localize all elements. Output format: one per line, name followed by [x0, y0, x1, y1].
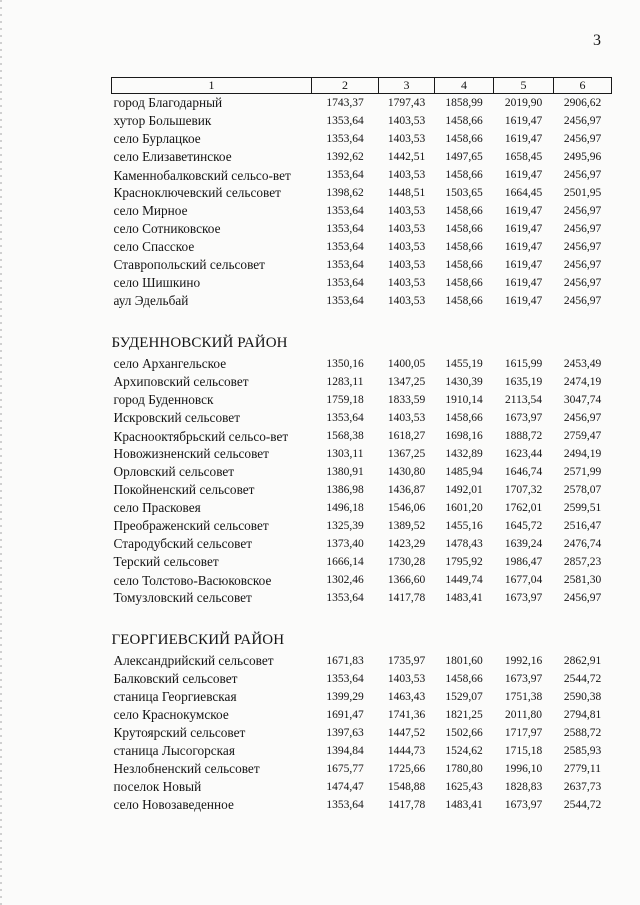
value-col-6: 2581,30	[563, 574, 602, 586]
value-col-6: 2456,97	[563, 205, 602, 217]
value-col-6: 2544,72	[563, 673, 602, 685]
value-col-2: 1303,11	[326, 448, 364, 460]
value-col-3: 1367,25	[387, 448, 426, 460]
value-col-2: 1353,64	[326, 205, 364, 217]
settlement-name: Краснооктябрьский сельсо-вет	[113, 429, 289, 444]
value-col-6: 2501,95	[563, 187, 602, 199]
settlement-name: Балковский сельсовет	[113, 671, 238, 686]
value-col-5: 1619,47	[504, 259, 543, 271]
value-col-4: 1795,92	[445, 556, 483, 568]
table-body	[112, 94, 612, 815]
value-col-3: 1548,88	[387, 781, 426, 793]
value-col-4: 1524,62	[445, 745, 483, 757]
value-col-3: 1403,53	[387, 169, 426, 181]
column-number-2: 2	[312, 78, 379, 94]
value-col-6: 2456,97	[563, 133, 602, 145]
table-row	[112, 589, 612, 607]
value-col-5: 1639,24	[504, 538, 543, 550]
value-col-3: 1400,05	[387, 358, 426, 370]
value-col-5: 1986,47	[504, 556, 543, 568]
settlement-name: село Шишкино	[113, 275, 201, 290]
value-col-5: 2019,90	[504, 97, 543, 109]
table-row	[112, 274, 612, 292]
value-col-5: 1677,04	[504, 574, 543, 586]
table-row	[112, 553, 612, 571]
settlement-name: Александрийский сельсовет	[113, 653, 274, 668]
value-col-3: 1403,53	[387, 295, 426, 307]
value-col-6: 2794,81	[563, 709, 602, 721]
value-col-6: 2857,23	[563, 556, 602, 568]
value-col-5: 1645,72	[504, 520, 543, 532]
value-col-3: 1797,43	[387, 97, 426, 109]
table-row	[112, 571, 612, 589]
settlement-name: Красноключевский сельсовет	[113, 185, 281, 200]
value-col-3: 1741,36	[387, 709, 426, 721]
settlement-name: Преображенский сельсовет	[113, 518, 269, 533]
value-col-2: 1353,64	[326, 169, 364, 181]
value-col-3: 1389,52	[387, 520, 426, 532]
value-col-2: 1353,64	[326, 295, 364, 307]
value-col-3: 1442,51	[387, 151, 426, 163]
value-col-6: 2456,97	[563, 295, 602, 307]
settlement-name: Архиповский сельсовет	[113, 374, 249, 389]
table-row	[112, 760, 612, 778]
value-col-2: 1666,14	[326, 556, 364, 568]
value-col-6: 2906,62	[563, 97, 602, 109]
value-col-4: 1497,65	[445, 151, 483, 163]
value-col-2: 1353,64	[326, 241, 364, 253]
value-col-5: 1673,97	[504, 592, 543, 604]
value-col-4: 1503,65	[445, 187, 483, 199]
value-col-5: 1762,01	[504, 502, 543, 514]
value-col-6: 2571,99	[563, 466, 602, 478]
value-col-6: 3047,74	[563, 394, 602, 406]
table-row	[112, 202, 612, 220]
value-col-3: 1546,06	[387, 502, 426, 514]
table-row	[112, 724, 612, 742]
value-col-4: 1458,66	[445, 133, 483, 145]
value-col-3: 1347,25	[387, 376, 426, 388]
value-col-3: 1403,53	[387, 205, 426, 217]
table-row	[112, 742, 612, 760]
table-row	[112, 166, 612, 184]
settlement-name: Новожизненский сельсовет	[113, 446, 269, 461]
value-col-4: 1492,01	[445, 484, 483, 496]
value-col-4: 1502,66	[445, 727, 483, 739]
value-col-2: 1392,62	[326, 151, 364, 163]
table-row	[112, 652, 612, 670]
value-col-4: 1601,20	[445, 502, 483, 514]
value-col-4: 1458,66	[445, 673, 483, 685]
table-row	[112, 256, 612, 274]
value-col-4: 1458,66	[445, 205, 483, 217]
value-col-3: 1403,53	[387, 115, 426, 127]
value-col-2: 1671,83	[326, 655, 364, 667]
table-row	[112, 112, 612, 130]
value-col-2: 1394,84	[326, 745, 364, 757]
value-col-4: 1455,19	[445, 358, 483, 370]
value-col-6: 2759,47	[563, 430, 602, 442]
table-row	[112, 796, 612, 814]
value-col-5: 1619,47	[504, 295, 543, 307]
value-col-3: 1735,97	[387, 655, 426, 667]
settlement-name: станица Георгиевская	[113, 689, 237, 704]
value-col-2: 1496,18	[326, 502, 364, 514]
column-number-6: 6	[554, 78, 612, 94]
section-header-row	[112, 310, 612, 355]
value-col-5: 1717,97	[504, 727, 543, 739]
value-col-6: 2456,97	[563, 412, 602, 424]
settlement-name: село Мирное	[113, 203, 188, 218]
column-number-5: 5	[494, 78, 554, 94]
value-col-4: 1821,25	[445, 709, 483, 721]
value-col-6: 2456,97	[563, 259, 602, 271]
value-col-6: 2862,91	[563, 655, 602, 667]
value-col-2: 1325,39	[326, 520, 364, 532]
value-col-3: 1403,53	[387, 241, 426, 253]
settlement-name: Крутоярский сельсовет	[113, 725, 246, 740]
value-col-5: 1646,74	[504, 466, 543, 478]
settlement-name: город Благодарный	[113, 95, 223, 110]
value-col-4: 1485,94	[445, 466, 483, 478]
value-col-5: 1619,47	[504, 223, 543, 235]
table-row	[112, 94, 612, 113]
value-col-2: 1399,29	[326, 691, 364, 703]
value-col-5: 1673,97	[504, 673, 543, 685]
value-col-5: 1888,72	[504, 430, 543, 442]
value-col-2: 1353,64	[326, 115, 364, 127]
value-col-5: 1992,16	[504, 655, 543, 667]
value-col-4: 1625,43	[445, 781, 483, 793]
table-row	[112, 517, 612, 535]
value-col-3: 1403,53	[387, 223, 426, 235]
settlement-name: Орловский сельсовет	[113, 464, 235, 479]
value-col-2: 1353,64	[326, 412, 364, 424]
scan-margin-mark	[0, 0, 2, 905]
value-col-5: 1828,83	[504, 781, 543, 793]
value-col-2: 1373,40	[326, 538, 364, 550]
value-col-3: 1725,66	[387, 763, 426, 775]
value-col-2: 1474,47	[326, 781, 364, 793]
value-col-6: 2585,93	[563, 745, 602, 757]
value-col-4: 1698,16	[445, 430, 483, 442]
value-col-4: 1478,43	[445, 538, 483, 550]
value-col-3: 1403,53	[387, 277, 426, 289]
value-col-3: 1618,27	[387, 430, 426, 442]
value-col-6: 2453,49	[563, 358, 602, 370]
value-col-4: 1449,74	[445, 574, 483, 586]
value-col-3: 1444,73	[387, 745, 426, 757]
table-row	[112, 373, 612, 391]
table-row	[112, 778, 612, 796]
value-col-4: 1458,66	[445, 115, 483, 127]
value-col-2: 1302,46	[326, 574, 364, 586]
settlement-name: хутор Большевик	[113, 113, 212, 128]
settlement-name: село Елизаветинское	[113, 149, 232, 164]
value-col-4: 1458,66	[445, 295, 483, 307]
value-col-3: 1417,78	[387, 799, 426, 811]
value-col-5: 1635,19	[504, 376, 543, 388]
value-col-6: 2456,97	[563, 277, 602, 289]
value-col-5: 2011,80	[505, 709, 542, 721]
table-row	[112, 148, 612, 166]
table-row	[112, 688, 612, 706]
settlement-name: село Бурлацкое	[113, 131, 201, 146]
value-col-2: 1568,38	[326, 430, 364, 442]
value-col-2: 1353,64	[326, 592, 364, 604]
value-col-3: 1403,53	[387, 133, 426, 145]
value-col-4: 1430,39	[445, 376, 483, 388]
value-col-6: 2544,72	[563, 799, 602, 811]
settlement-name: Томузловский сельсовет	[113, 590, 252, 605]
value-col-2: 1353,64	[326, 223, 364, 235]
value-col-2: 1398,62	[326, 187, 364, 199]
settlement-name: станица Лысогорская	[113, 743, 235, 758]
table-row	[112, 499, 612, 517]
value-col-2: 1353,64	[326, 799, 364, 811]
settlement-name: город Буденновск	[113, 392, 214, 407]
value-col-5: 1673,97	[504, 412, 543, 424]
value-col-2: 1380,91	[326, 466, 364, 478]
value-col-4: 1910,14	[445, 394, 483, 406]
value-col-2: 1675,77	[326, 763, 364, 775]
value-col-3: 1417,78	[387, 592, 426, 604]
settlement-name: Ставропольский сельсовет	[113, 257, 265, 272]
value-col-4: 1458,66	[445, 169, 483, 181]
settlement-name: поселок Новый	[113, 779, 202, 794]
value-col-5: 1619,47	[504, 133, 543, 145]
value-col-3: 1436,87	[387, 484, 426, 496]
value-col-6: 2578,07	[563, 484, 602, 496]
value-col-3: 1448,51	[387, 187, 426, 199]
value-col-5: 1996,10	[504, 763, 543, 775]
settlement-name: Каменнобалковский сельсо-вет	[113, 168, 291, 183]
value-col-6: 2495,96	[563, 151, 602, 163]
value-col-5: 2113,54	[505, 394, 542, 406]
settlement-name: аул Эдельбай	[113, 293, 189, 308]
value-col-2: 1759,18	[326, 394, 364, 406]
value-col-6: 2476,74	[563, 538, 602, 550]
value-col-6: 2456,97	[563, 223, 602, 235]
value-col-6: 2637,73	[563, 781, 602, 793]
value-col-3: 1423,29	[387, 538, 426, 550]
settlement-name: село Краснокумское	[113, 707, 229, 722]
settlement-name: Покойненский сельсовет	[113, 482, 255, 497]
value-col-5: 1623,44	[504, 448, 543, 460]
value-col-5: 1664,45	[504, 187, 543, 199]
value-col-3: 1447,52	[387, 727, 426, 739]
value-col-6: 2590,38	[563, 691, 602, 703]
table-row	[112, 463, 612, 481]
column-number-3: 3	[379, 78, 435, 94]
value-col-5: 1751,38	[504, 691, 543, 703]
table-row	[112, 391, 612, 409]
table-row	[112, 355, 612, 373]
settlement-name: Терский сельсовет	[113, 554, 219, 569]
settlement-name: село Толстово-Васюковское	[113, 573, 272, 588]
value-col-2: 1743,37	[326, 97, 364, 109]
column-number-4: 4	[435, 78, 494, 94]
section-title: ГЕОРГИЕВСКИЙ РАЙОН	[111, 632, 285, 648]
table-row	[112, 130, 612, 148]
value-col-4: 1458,66	[445, 241, 483, 253]
settlement-name: Незлобненский сельсовет	[113, 761, 260, 776]
settlement-name: Стародубский сельсовет	[113, 536, 253, 551]
value-col-2: 1353,64	[326, 673, 364, 685]
value-col-5: 1707,32	[504, 484, 543, 496]
value-col-6: 2456,97	[563, 241, 602, 253]
table-row	[112, 427, 612, 445]
value-col-2: 1353,64	[326, 259, 364, 271]
value-col-4: 1458,66	[445, 277, 483, 289]
value-col-6: 2474,19	[563, 376, 602, 388]
column-number-1: 1	[112, 78, 312, 94]
value-col-6: 2516,47	[563, 520, 602, 532]
value-col-6: 2588,72	[563, 727, 602, 739]
table-row	[112, 238, 612, 256]
value-col-2: 1283,11	[326, 376, 364, 388]
value-col-3: 1403,53	[387, 259, 426, 271]
value-col-3: 1366,60	[387, 574, 426, 586]
value-col-2: 1397,63	[326, 727, 364, 739]
value-col-4: 1455,16	[445, 520, 483, 532]
value-col-3: 1730,28	[387, 556, 426, 568]
settlement-name: село Архангельское	[113, 356, 227, 371]
value-col-4: 1458,66	[445, 259, 483, 271]
value-col-5: 1619,47	[504, 169, 543, 181]
value-col-3: 1403,53	[387, 673, 426, 685]
value-col-4: 1858,99	[445, 97, 483, 109]
section-header-row	[112, 607, 612, 652]
settlement-name: село Спасское	[113, 239, 195, 254]
value-col-4: 1529,07	[445, 691, 483, 703]
value-col-4: 1780,80	[445, 763, 483, 775]
settlement-name: село Новозаведенное	[113, 797, 234, 812]
value-col-6: 2599,51	[563, 502, 602, 514]
tariff-table	[111, 77, 612, 814]
value-col-6: 2779,11	[564, 763, 601, 775]
value-col-6: 2494,19	[563, 448, 602, 460]
value-col-5: 1619,47	[504, 277, 543, 289]
value-col-3: 1463,43	[387, 691, 426, 703]
value-col-5: 1673,97	[504, 799, 543, 811]
table-row	[112, 535, 612, 553]
value-col-4: 1458,66	[445, 223, 483, 235]
value-col-4: 1483,41	[445, 592, 483, 604]
table-row	[112, 184, 612, 202]
table-row	[112, 706, 612, 724]
value-col-4: 1432,89	[445, 448, 483, 460]
settlement-name: село Прасковея	[113, 500, 201, 515]
value-col-2: 1691,47	[326, 709, 364, 721]
value-col-3: 1430,80	[387, 466, 426, 478]
value-col-4: 1801,60	[445, 655, 483, 667]
column-number-header-row	[112, 78, 612, 94]
value-col-2: 1386,98	[326, 484, 364, 496]
value-col-5: 1658,45	[504, 151, 543, 163]
settlement-name: Искровский сельсовет	[113, 410, 241, 425]
value-col-5: 1619,47	[504, 205, 543, 217]
value-col-3: 1403,53	[387, 412, 426, 424]
value-col-6: 2456,97	[563, 115, 602, 127]
table-row	[112, 445, 612, 463]
table-row	[112, 670, 612, 688]
value-col-5: 1615,99	[504, 358, 543, 370]
value-col-4: 1458,66	[445, 412, 483, 424]
section-title: БУДЕННОВСКИЙ РАЙОН	[111, 335, 288, 351]
value-col-6: 2456,97	[563, 592, 602, 604]
value-col-5: 1619,47	[504, 241, 543, 253]
table-row	[112, 292, 612, 310]
value-col-5: 1715,18	[504, 745, 543, 757]
settlement-name: село Сотниковское	[113, 221, 221, 236]
value-col-2: 1353,64	[326, 277, 364, 289]
value-col-5: 1619,47	[504, 115, 543, 127]
table-row	[112, 481, 612, 499]
value-col-4: 1483,41	[445, 799, 483, 811]
value-col-3: 1833,59	[387, 394, 426, 406]
value-col-2: 1350,16	[326, 358, 364, 370]
page-number: 3	[593, 32, 601, 49]
table-row	[112, 409, 612, 427]
table-row	[112, 220, 612, 238]
value-col-6: 2456,97	[563, 169, 602, 181]
value-col-2: 1353,64	[326, 133, 364, 145]
